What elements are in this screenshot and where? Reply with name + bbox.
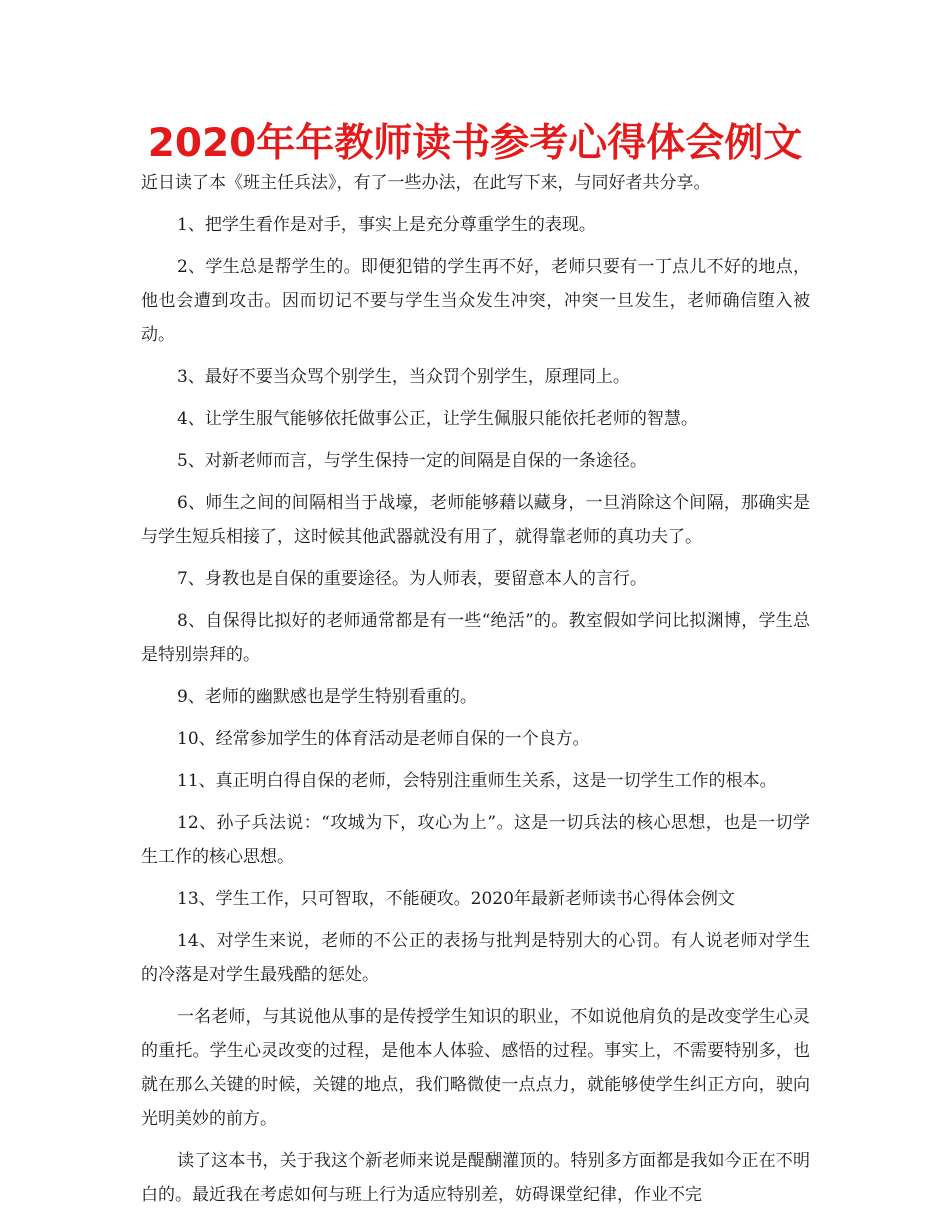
- document-title: 2020年年教师读书参考心得体会例文: [147, 121, 803, 166]
- point-10-paragraph: 10、经常参加学生的体育活动是老师自保的一个良方。: [177, 729, 590, 749]
- point-4-paragraph: 4、让学生服气能够依托做事公正，让学生佩服只能依托老师的智慧。: [177, 409, 698, 429]
- point-8-paragraph: 8、自保得比拟好的老师通常都是有一些“绝活”的。教室假如学问比拟渊博，学生总是特别崇拜的。: [141, 611, 810, 665]
- point-11-paragraph: 11、真正明白得自保的老师，会特别注重师生关系，这是一切学生工作的根本。: [177, 771, 777, 791]
- point-12-paragraph: 12、孙子兵法说：“攻城为下，攻心为上”。这是一切兵法的核心思想，也是一切学生工作的核心思想。: [141, 813, 810, 867]
- point-7-paragraph: 7、身教也是自保的重要途径。为人师表，要留意本人的言行。: [177, 569, 647, 589]
- point-13-paragraph: 13、学生工作，只可智取，不能硬攻。2020年最新老师读书心得体会例文: [177, 889, 735, 909]
- point-5-paragraph: 5、对新老师而言，与学生保持一定的间隔是自保的一条途径。: [177, 451, 647, 471]
- point-3-paragraph: 3、最好不要当众骂个别学生，当众罚个别学生，原理同上。: [177, 367, 630, 387]
- point-9-paragraph: 9、老师的幽默感也是学生特别看重的。: [177, 687, 477, 707]
- point-2-paragraph: 2、学生总是帮学生的。即便犯错的学生再不好，老师只要有一丁点儿不好的地点，他也会遭到攻击。因而切记不要与学生当众发生冲突，冲突一旦发生，老师确信堕入被动。: [141, 257, 810, 345]
- point-14-paragraph: 14、对学生来说，老师的不公正的表扬与批判是特别大的心罚。有人说老师对学生的冷落是对学生最残酷的惩处。: [141, 931, 810, 985]
- point-6-paragraph: 6、师生之间的间隔相当于战壕，老师能够藉以藏身，一旦消除这个间隔，那确实是与学生短兵相接了，这时候其他武器就没有用了，就得靠老师的真功夫了。: [141, 493, 810, 547]
- intro-paragraph: 近日读了本《班主任兵法》，有了一些办法，在此写下来，与同好者共分享。: [141, 173, 711, 193]
- closing-paragraph: 读了这本书，关于我这个新老师来说是醍醐灌顶的。特别多方面都是我如今正在不明白的。最近我在考虑如何与班上行为适应特别差，妨碍课堂纪律，作业不完: [141, 1151, 810, 1205]
- document-body: [141, 166, 810, 1220]
- reflection-paragraph: 一名老师，与其说他从事的是传授学生知识的职业，不如说他肩负的是改变学生心灵的重托。学生心灵改变的过程，是他本人体验、感悟的过程。事实上，不需要特别多，也就在那么关键的时候，关键的地点，我们略微使一点点力，就能够使学生纠正方向，驶向光明美妙的前方。: [141, 1007, 810, 1129]
- point-1-paragraph: 1、把学生看作是对手，事实上是充分尊重学生的表现。: [177, 215, 596, 235]
